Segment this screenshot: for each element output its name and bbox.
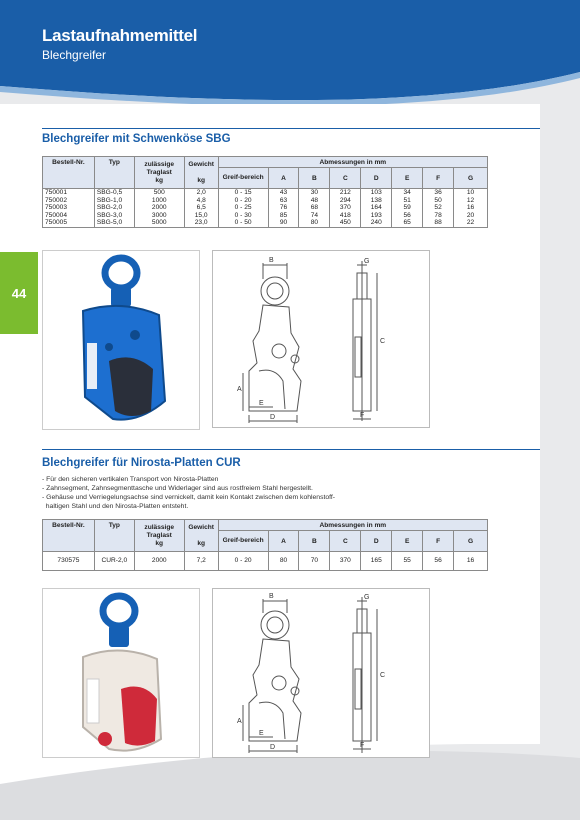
table-cell: 1000	[134, 197, 184, 205]
table-cell: 63	[268, 197, 299, 205]
table-row	[43, 204, 488, 212]
dim-label-b: B	[269, 257, 274, 264]
col-d: D	[361, 168, 392, 189]
table-cell: 50	[423, 197, 454, 205]
col-greif: Greif-bereich	[218, 168, 268, 189]
table-cell: 30	[299, 189, 330, 197]
table-cell: 78	[423, 212, 454, 220]
table-cell: 52	[423, 204, 454, 212]
table-cell: 3000	[134, 212, 184, 220]
dim-label-e: E	[259, 400, 264, 407]
col-gewicht-label: Gewicht	[188, 160, 215, 168]
table-cell: 0 - 20	[218, 552, 268, 571]
dim-label-g: G	[364, 258, 370, 265]
table-cell: 750001	[43, 189, 95, 197]
col-c: C	[330, 168, 361, 189]
section-title-cur: Blechgreifer für Nirosta-Platten CUR	[42, 457, 241, 469]
table-cell: SBG-1,0	[94, 197, 134, 205]
dim-label-a: A	[237, 718, 242, 725]
col-a: A	[268, 168, 299, 189]
table-cell: 80	[268, 552, 299, 571]
table-cell: 4,8	[184, 197, 218, 205]
table-cell: 750003	[43, 204, 95, 212]
col-typ: Typ	[94, 157, 134, 189]
table-cell: 2,0	[184, 189, 218, 197]
col-traglast	[134, 520, 184, 552]
note-line: - Gehäuse und Verriegelungsachse sind vernickelt, damit kein Kontakt zwischen dem kohlenstoff-	[42, 494, 336, 501]
table-cell: 20	[454, 212, 488, 220]
table-cell: SBG-0,5	[94, 189, 134, 197]
col-a: A	[268, 531, 299, 552]
col-gewicht-unit: kg	[197, 539, 206, 547]
table-cell: 164	[361, 204, 392, 212]
header-title: Lastaufnahmemittel	[42, 26, 198, 45]
table-cell: 85	[268, 212, 299, 220]
col-gewicht	[184, 157, 218, 189]
table-cell: 10	[454, 189, 488, 197]
note-line: - Zahnsegment, Zahnsegmenttasche und Widerlager sind aus rostfreiem Stahl hergestellt.	[42, 485, 313, 492]
table-cell: 2000	[134, 204, 184, 212]
col-traglast-unit: kg	[155, 176, 164, 184]
table-cell: 418	[330, 212, 361, 220]
dim-label-c: C	[380, 338, 386, 345]
table-cell: 370	[330, 552, 361, 571]
table-cell: 294	[330, 197, 361, 205]
product-photo-cur	[42, 588, 200, 758]
table-cell: 65	[392, 219, 423, 227]
table-cell: 6,5	[184, 204, 218, 212]
col-abmessungen: Abmessungen in mm	[218, 157, 487, 168]
technical-drawing-sbg	[212, 250, 430, 428]
table-cell: 212	[330, 189, 361, 197]
table-cell: 23,0	[184, 219, 218, 227]
table-cell: 76	[268, 204, 299, 212]
table-cell: 0 - 30	[218, 212, 268, 220]
col-traglast	[134, 157, 184, 189]
table-cell: 5000	[134, 219, 184, 227]
table-cell: 750005	[43, 219, 95, 227]
col-f: F	[423, 168, 454, 189]
table-cell: 165	[361, 552, 392, 571]
table-cell: 16	[454, 552, 488, 571]
col-bestell: Bestell-Nr.	[43, 157, 95, 189]
header-banner	[0, 0, 580, 110]
table-cell: 0 - 25	[218, 204, 268, 212]
table-cell: 56	[392, 212, 423, 220]
table-cell: 730575	[43, 552, 95, 571]
dim-label-b: B	[269, 593, 274, 600]
table-cell: 22	[454, 219, 488, 227]
table-cell: 43	[268, 189, 299, 197]
col-gewicht-unit: kg	[197, 176, 206, 184]
section-title-sbg: Blechgreifer mit Schwenköse SBG	[42, 133, 231, 145]
table-cell: 68	[299, 204, 330, 212]
table-cell: 90	[268, 219, 299, 227]
col-traglast-label: zulässige Traglast	[144, 523, 175, 539]
table-cell: 500	[134, 189, 184, 197]
clamp-image-cur	[43, 589, 199, 757]
table-cell: 0 - 50	[218, 219, 268, 227]
table-row	[43, 219, 488, 227]
col-bestell: Bestell-Nr.	[43, 520, 95, 552]
col-traglast-label: zulässige Traglast	[144, 160, 175, 176]
table-cell: 51	[392, 197, 423, 205]
spec-table-cur	[42, 519, 488, 571]
table-cell: SBG-5,0	[94, 219, 134, 227]
cur-notes	[42, 475, 335, 511]
table-cell: 0 - 15	[218, 189, 268, 197]
table-cell: 55	[392, 552, 423, 571]
dim-label-g: G	[364, 594, 370, 601]
table-row	[43, 189, 488, 197]
table-cell: 103	[361, 189, 392, 197]
note-line: haltigen Stahl und den Nirosta-Platten entsteht.	[42, 503, 189, 510]
table-cell: 7,2	[184, 552, 218, 571]
header-subtitle: Blechgreifer	[42, 48, 107, 62]
table-cell: 240	[361, 219, 392, 227]
section-divider	[42, 449, 540, 450]
table-cell: 48	[299, 197, 330, 205]
product-photo-sbg	[42, 250, 200, 430]
table-cell: 56	[423, 552, 454, 571]
col-d: D	[361, 531, 392, 552]
col-b: B	[299, 168, 330, 189]
table-row	[43, 197, 488, 205]
table-cell: 88	[423, 219, 454, 227]
table-cell: 0 - 20	[218, 197, 268, 205]
dim-label-e: E	[259, 730, 264, 737]
col-traglast-unit: kg	[155, 539, 164, 547]
table-cell: 370	[330, 204, 361, 212]
dim-label-f: F	[360, 742, 365, 749]
table-row	[43, 212, 488, 220]
col-f: F	[423, 531, 454, 552]
table-cell: 2000	[134, 552, 184, 571]
col-typ: Typ	[94, 520, 134, 552]
col-abmessungen: Abmessungen in mm	[218, 520, 487, 531]
table-cell: 34	[392, 189, 423, 197]
table-cell: 12	[454, 197, 488, 205]
col-g: G	[454, 531, 488, 552]
col-e: E	[392, 531, 423, 552]
col-gewicht	[184, 520, 218, 552]
table-cell: 750002	[43, 197, 95, 205]
drawing-svg-cur	[213, 589, 429, 757]
dim-label-d: D	[270, 744, 276, 751]
table-cell: 193	[361, 212, 392, 220]
drawing-svg-sbg	[213, 251, 429, 427]
table-cell: 15,0	[184, 212, 218, 220]
table-cell: 450	[330, 219, 361, 227]
technical-drawing-cur	[212, 588, 430, 758]
table-cell: 16	[454, 204, 488, 212]
table-cell: 74	[299, 212, 330, 220]
table-cell: CUR-2,0	[94, 552, 134, 571]
col-greif: Greif-bereich	[218, 531, 268, 552]
table-cell: 750004	[43, 212, 95, 220]
table-cell: 70	[299, 552, 330, 571]
table-cell: 59	[392, 204, 423, 212]
dim-label-d: D	[270, 414, 276, 421]
col-gewicht-label: Gewicht	[188, 523, 215, 531]
section-divider	[42, 128, 540, 129]
note-line: - Für den sicheren vertikalen Transport von Nirosta-Platten	[42, 476, 219, 483]
table-cell: SBG-2,0	[94, 204, 134, 212]
col-b: B	[299, 531, 330, 552]
col-g: G	[454, 168, 488, 189]
col-c: C	[330, 531, 361, 552]
dim-label-f: F	[360, 412, 365, 419]
table-cell: 36	[423, 189, 454, 197]
dim-label-c: C	[380, 672, 386, 679]
table-cell: SBG-3,0	[94, 212, 134, 220]
spec-table-sbg	[42, 156, 488, 228]
clamp-image-sbg	[43, 251, 199, 429]
col-e: E	[392, 168, 423, 189]
page-number-tab: 44	[0, 252, 38, 334]
table-cell: 138	[361, 197, 392, 205]
table-row	[43, 552, 488, 571]
table-cell: 80	[299, 219, 330, 227]
dim-label-a: A	[237, 386, 242, 393]
